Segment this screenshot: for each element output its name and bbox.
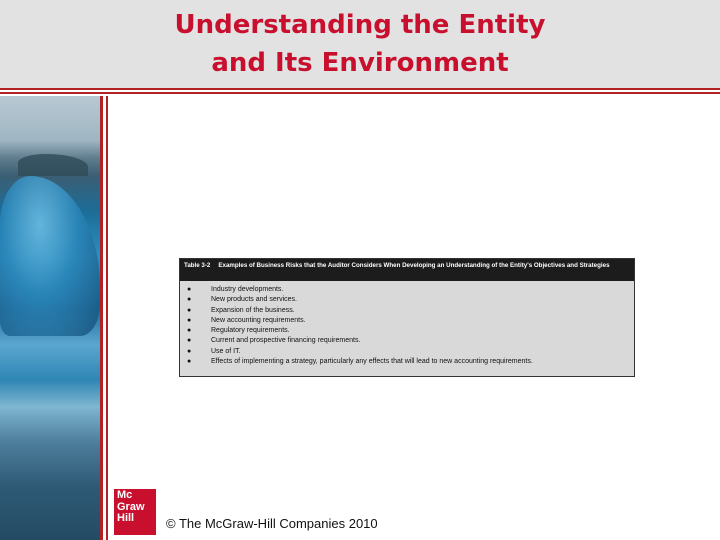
list-item (180, 285, 634, 295)
vertical-divider (106, 96, 108, 540)
slide-title-line-2: and Its Environment (211, 48, 509, 78)
list-item (180, 316, 634, 326)
list-item-text: Effects of implementing a strategy, particularly any effects that will lead to new accounting requirements. (211, 358, 533, 366)
logo-line: Mc (117, 489, 133, 501)
list-item-text: Use of IT. (211, 347, 241, 355)
bullet-icon: ● (187, 347, 192, 355)
list-item (180, 347, 634, 357)
vertical-divider (100, 96, 103, 540)
list-item-text: Regulatory requirements. (211, 327, 290, 335)
business-risks-table (179, 258, 635, 377)
list-item-text: Industry developments. (211, 286, 284, 293)
list-item-text: New products and services. (211, 296, 297, 304)
bullet-icon: ● (187, 296, 192, 304)
bullet-icon: ● (187, 337, 192, 345)
mountain-shape (18, 154, 88, 176)
table-caption-text: Examples of Business Risks that the Auditor Considers When Developing an Understanding of the Entity's Objectives and Strategies (218, 262, 610, 269)
table-number: Table 3-2 (184, 262, 211, 269)
list-item-text: Expansion of the business. (211, 306, 295, 314)
bullet-icon: ● (187, 286, 192, 293)
list-item-text: New accounting requirements. (211, 316, 306, 324)
copyright-notice: © The McGraw-Hill Companies 2010 (166, 516, 378, 531)
divider-stripe (0, 88, 720, 90)
table-caption (180, 259, 634, 281)
list-item (180, 336, 634, 346)
bullet-icon: ● (187, 327, 192, 335)
logo-line: Hill (117, 512, 135, 524)
list-item-text: Current and prospective financing requirements. (211, 337, 361, 345)
mcgraw-hill-logo (114, 489, 156, 535)
title-header (0, 0, 720, 88)
bullet-icon: ● (187, 316, 192, 324)
list-item (180, 326, 634, 336)
divider-stripe (0, 92, 720, 94)
table-body (180, 281, 634, 367)
logo-line: Graw (117, 500, 145, 513)
list-item (180, 306, 634, 316)
list-item (180, 295, 634, 305)
iceberg-shape (0, 176, 100, 336)
bullet-icon: ● (187, 358, 192, 366)
bullet-icon: ● (187, 306, 192, 314)
list-item (180, 357, 634, 367)
slide-title-line-1: Understanding the Entity (174, 10, 546, 40)
slide-title (0, 6, 720, 82)
iceberg-image (0, 96, 100, 540)
